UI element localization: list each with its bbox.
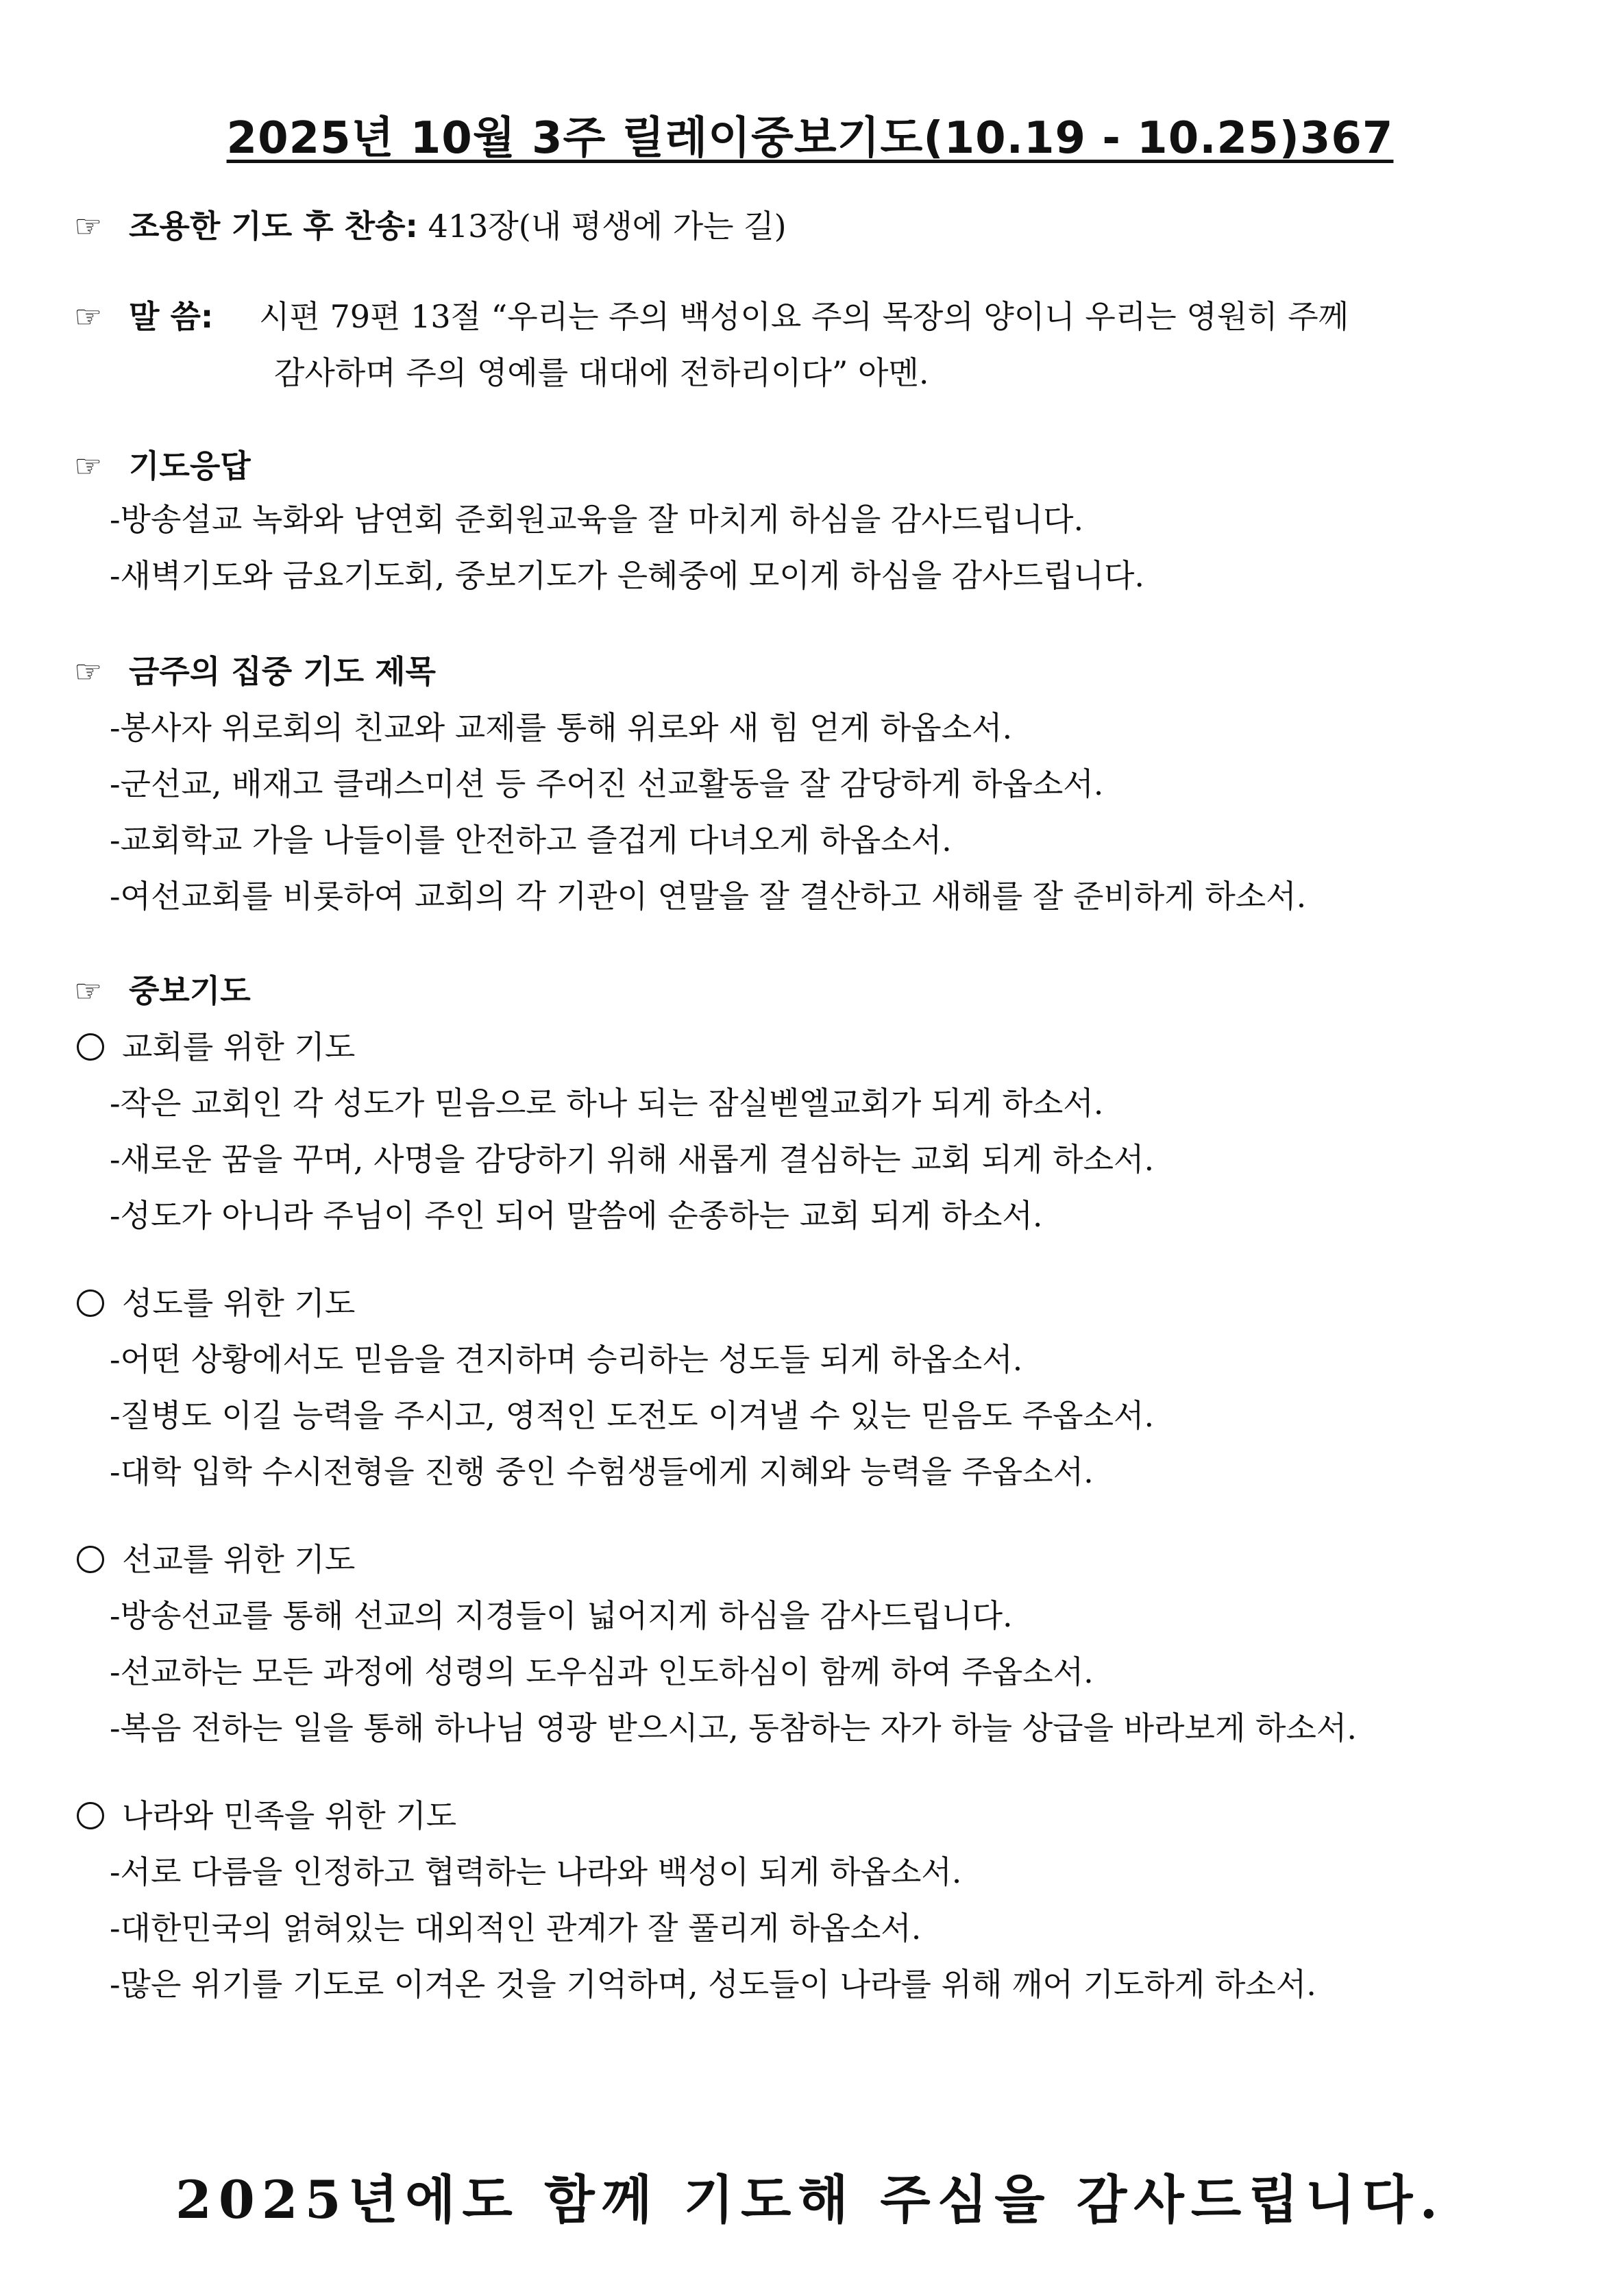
- list-item: -대학 입학 수시전형을 진행 중인 수험생들에게 지혜와 능력을 주옵소서.: [110, 1453, 1094, 1490]
- circle-bullet-icon: [77, 1033, 104, 1061]
- pointing-hand-icon: ☞: [74, 208, 103, 245]
- list-item: -여선교회를 비롯하여 교회의 각 기관이 연말을 잘 결산하고 새해를 잘 준비하게 하소서.: [110, 878, 1307, 915]
- hymn-label: 조용한 기도 후 찬송:: [129, 208, 418, 245]
- group-title-mission: 선교를 위한 기도: [74, 1539, 355, 1580]
- closing-message: 2025년에도 함께 기도해 주심을 감사드립니다.: [175, 2169, 1445, 2230]
- answers-heading: ☞ 기도응답: [74, 445, 251, 486]
- list-item: -방송설교 녹화와 남연회 준회원교육을 잘 마치게 하심을 감사드립니다.: [110, 501, 1084, 538]
- circle-bullet-icon: [77, 1802, 104, 1829]
- pointing-hand-icon: ☞: [74, 447, 103, 484]
- document-title: 2025년 10월 3주 릴레이중보기도(10.19 - 10.25)367: [226, 113, 1394, 164]
- group-title-nation: 나라와 민족을 위한 기도: [74, 1795, 456, 1836]
- pointing-hand-icon: ☞: [74, 653, 103, 690]
- list-item: -어떤 상황에서도 믿음을 견지하며 승리하는 성도들 되게 하옵소서.: [110, 1341, 1023, 1378]
- list-item: -많은 위기를 기도로 이겨온 것을 기억하며, 성도들이 나라를 위해 깨어 기도하게 하소서.: [110, 1966, 1316, 2003]
- circle-bullet-icon: [77, 1546, 104, 1573]
- list-item: -군선교, 배재고 클래스미션 등 주어진 선교활동을 잘 감당하게 하옵소서.: [110, 765, 1104, 802]
- scripture-text-1: 시편 79편 13절 “우리는 주의 백성이요 주의 목장의 양이니 우리는 영원히 주께: [259, 298, 1349, 335]
- list-item: -복음 전하는 일을 통해 하나님 영광 받으시고, 동참하는 자가 하늘 상급을 바라보게 하소서.: [110, 1709, 1357, 1746]
- pointing-hand-icon: ☞: [74, 298, 103, 335]
- list-item: -새로운 꿈을 꾸며, 사명을 감당하기 위해 새롭게 결심하는 교회 되게 하소서.: [110, 1141, 1155, 1178]
- hymn-value: 413장(내 평생에 가는 길): [428, 208, 787, 245]
- list-item: -서로 다름을 인정하고 협력하는 나라와 백성이 되게 하옵소서.: [110, 1853, 962, 1890]
- list-item: -성도가 아니라 주님이 주인 되어 말씀에 순종하는 교회 되게 하소서.: [110, 1197, 1043, 1234]
- scripture-label: 말 씀:: [129, 298, 214, 335]
- list-item: -선교하는 모든 과정에 성령의 도우심과 인도하심이 함께 하여 주옵소서.: [110, 1653, 1094, 1690]
- group-title-saints: 성도를 위한 기도: [74, 1283, 355, 1324]
- scripture-line-2: [274, 352, 929, 393]
- list-item: -교회학교 가을 나들이를 안전하고 즐겁게 다녀오게 하옵소서.: [110, 822, 952, 859]
- list-item: -질병도 이길 능력을 주시고, 영적인 도전도 이겨낼 수 있는 믿음도 주옵소서.: [110, 1397, 1155, 1434]
- list-item: -봉사자 위로회의 친교와 교제를 통해 위로와 새 힘 얻게 하옵소서.: [110, 709, 1013, 746]
- intercession-heading: ☞ 중보기도: [74, 970, 251, 1011]
- pointing-hand-icon: ☞: [74, 972, 103, 1009]
- list-item: -대한민국의 얽혀있는 대외적인 관계가 잘 풀리게 하옵소서.: [110, 1910, 922, 1947]
- list-item: -방송선교를 통해 선교의 지경들이 넓어지게 하심을 감사드립니다.: [110, 1597, 1013, 1634]
- scripture-text-2: 감사하며 주의 영예를 대대에 전하리이다” 아멘.: [274, 354, 929, 391]
- circle-bullet-icon: [77, 1289, 104, 1317]
- list-item: -작은 교회인 각 성도가 믿음으로 하나 되는 잠실벧엘교회가 되게 하소서.: [110, 1085, 1104, 1122]
- group-title-church: 교회를 위한 기도: [74, 1026, 355, 1067]
- list-item: -새벽기도와 금요기도회, 중보기도가 은혜중에 모이게 하심을 감사드립니다.: [110, 557, 1145, 594]
- focus-heading: ☞ 금주의 집중 기도 제목: [74, 651, 436, 692]
- hymn-line: [74, 206, 787, 247]
- scripture-line-1: [74, 296, 1349, 337]
